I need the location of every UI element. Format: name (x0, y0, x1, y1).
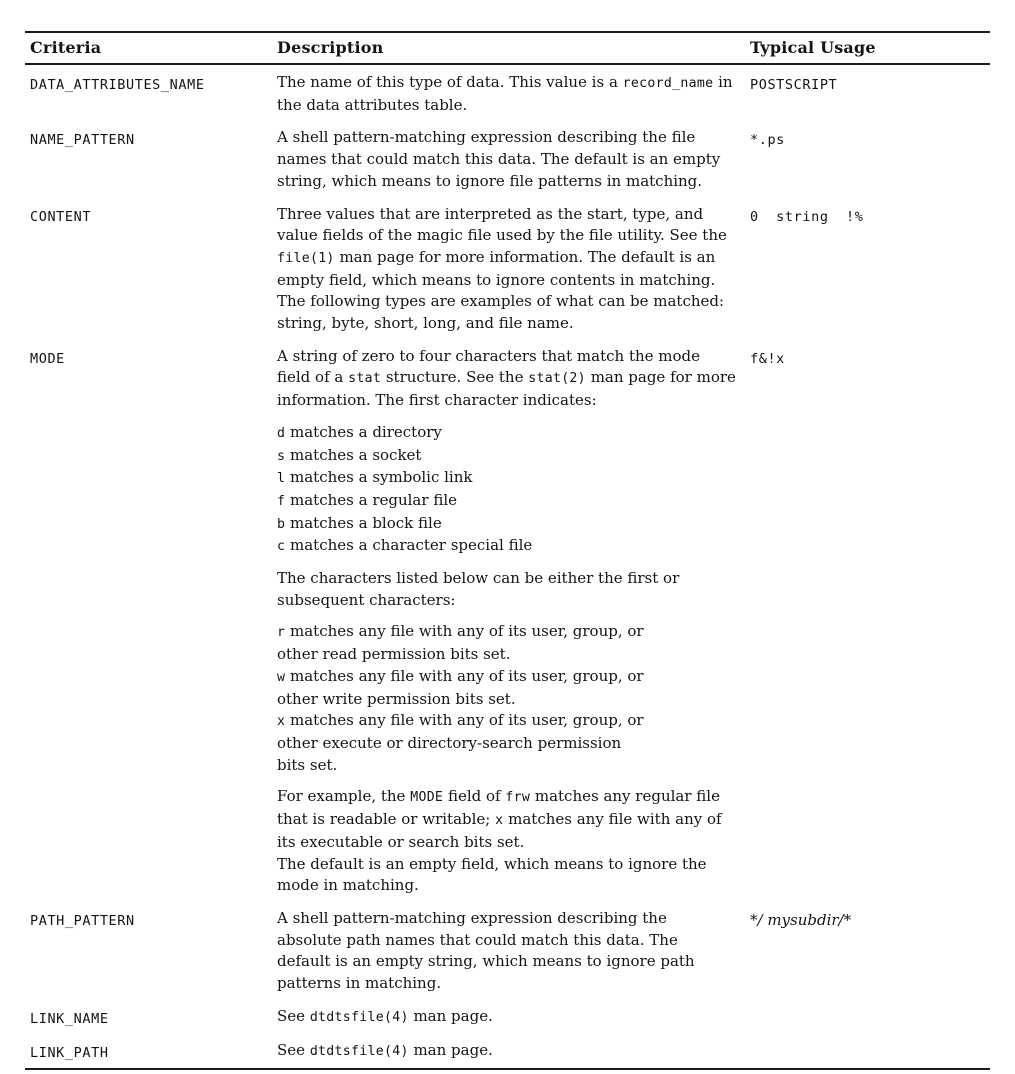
usage-cell (750, 346, 990, 897)
text-segment: matches any file with any of its user, group, or (285, 666, 644, 685)
header-criteria: Criteria (30, 38, 102, 57)
description-paragraph (277, 568, 736, 611)
text-segment: matches a socket (285, 445, 422, 464)
text-segment: frw (505, 790, 531, 806)
text-segment: POSTSCRIPT (750, 77, 838, 93)
text-segment: matches a symbolic link (285, 468, 473, 487)
text-segment: x (495, 813, 504, 829)
usage-cell (750, 72, 990, 116)
text-segment: file(1) (277, 250, 335, 266)
table-bottom-rule (25, 1068, 990, 1070)
text-segment: A shell pattern-matching expression describing the file names that could match this data. The default is an empty string, which means to ignore file patterns in matching. (277, 128, 721, 190)
description-paragraph (277, 346, 736, 412)
text-segment: 0 string !% (750, 208, 864, 225)
text-segment: b (277, 516, 286, 532)
text-segment: man page. (408, 1006, 493, 1025)
description-cell (277, 908, 750, 995)
description-paragraph (277, 72, 736, 116)
description-paragraph (277, 786, 736, 897)
text-segment: See (277, 1006, 310, 1025)
description-paragraph (277, 621, 736, 776)
text-segment: A shell pattern-matching expression describing the absolute path names that could match this data. The default is an empty string, which means to ignore path patterns in matching. (277, 908, 695, 993)
usage-cell (750, 127, 990, 192)
usage-cell (750, 204, 990, 335)
description-paragraph (277, 1006, 736, 1029)
text-segment: other execute or directory-search permission (277, 733, 622, 752)
table-header-row (25, 33, 990, 63)
text-segment: w (277, 669, 286, 685)
text-segment: matches any file with any of its user, group, or (285, 711, 644, 730)
description-paragraph (277, 908, 736, 995)
text-segment: matches a block file (285, 513, 442, 532)
text-segment: The characters listed below can be either the first or subsequent characters: (277, 569, 680, 609)
criteria-cell: CONTENT (30, 208, 92, 225)
table-row (25, 121, 990, 197)
text-segment: field of (443, 787, 506, 806)
text-segment: dtdtsfile(4) (309, 1009, 409, 1025)
criteria-cell: DATA_ATTRIBUTES_NAME (30, 77, 205, 93)
criteria-cell: LINK_NAME (30, 1010, 109, 1027)
text-segment: matches any file with any of its user, group, or (285, 622, 644, 641)
text-segment: matches any regular file that is readable or writable; (277, 787, 720, 829)
text-segment: structure. See the (381, 368, 529, 387)
description-cell (277, 346, 750, 897)
text-segment: matches any file with any of its executable or search bits set. (277, 810, 722, 851)
table-row (25, 198, 990, 340)
text-segment: The default is an empty field, which means to ignore the mode in matching. (277, 854, 707, 895)
text-segment: matches a regular file (285, 490, 457, 509)
table-row (25, 902, 990, 1000)
text-segment: dtdtsfile(4) (309, 1043, 409, 1059)
criteria-cell: PATH_PATTERN (30, 912, 135, 929)
table-row (25, 340, 990, 902)
description-paragraph (277, 204, 736, 335)
criteria-cell: NAME_PATTERN (30, 132, 135, 149)
text-segment: matches a character special file (285, 536, 533, 555)
text-segment: in the data attributes table. (277, 73, 733, 114)
text-segment: */ mysubdir/* (750, 910, 852, 929)
text-segment: other write permission bits set. (277, 689, 516, 708)
text-segment: f (277, 493, 286, 509)
text-segment: MODE (410, 790, 444, 806)
text-segment: l (277, 471, 286, 487)
description-cell (277, 204, 750, 335)
usage-cell (750, 908, 990, 995)
text-segment: stat (348, 371, 382, 387)
usage-cell (750, 1040, 990, 1063)
text-segment: d (277, 425, 286, 441)
text-segment: f&!x (750, 350, 785, 367)
text-segment: *.ps (750, 132, 785, 149)
text-segment: s (277, 448, 286, 464)
description-paragraph (277, 1040, 736, 1063)
text-segment: x (277, 714, 286, 730)
text-segment: record_name (622, 76, 714, 91)
header-description: Description (277, 38, 384, 57)
text-segment: matches a directory (285, 422, 442, 441)
text-segment: For example, the (277, 787, 411, 806)
usage-cell (750, 1006, 990, 1029)
description-cell (277, 72, 750, 116)
table-rows (25, 65, 990, 1068)
text-segment: c (277, 539, 286, 555)
criteria-cell: LINK_PATH (30, 1044, 109, 1061)
description-paragraph (277, 127, 736, 192)
text-segment: man page for more information. The first character indicates: (277, 368, 736, 410)
text-segment: See (277, 1040, 310, 1059)
description-cell (277, 127, 750, 192)
text-segment: man page. (408, 1040, 493, 1059)
text-segment: bits set. (277, 755, 338, 774)
table-row (25, 1034, 990, 1068)
text-segment: r (277, 625, 286, 641)
text-segment: The name of this type of data. This value is a (277, 73, 623, 91)
text-segment: other read permission bits set. (277, 645, 511, 664)
criteria-cell: MODE (30, 350, 65, 367)
table-row (25, 66, 990, 121)
description-paragraph (277, 422, 736, 558)
text-segment: Three values that are interpreted as the start, type, and value fields of the magic file used by the file utility. See the (277, 204, 727, 245)
description-cell (277, 1006, 750, 1029)
description-cell (277, 1040, 750, 1063)
table-row (25, 1000, 990, 1034)
text-segment: stat(2) (528, 371, 586, 387)
text-segment: man page for more information. The default is an empty field, which means to ignore contents in matching. The following types are examples of what can be matched: string, byte, short, long, and file name. (277, 247, 725, 333)
text-segment: A string of zero to four characters that match the mode field of a (277, 346, 701, 387)
header-typical-usage: Typical Usage (750, 38, 876, 57)
